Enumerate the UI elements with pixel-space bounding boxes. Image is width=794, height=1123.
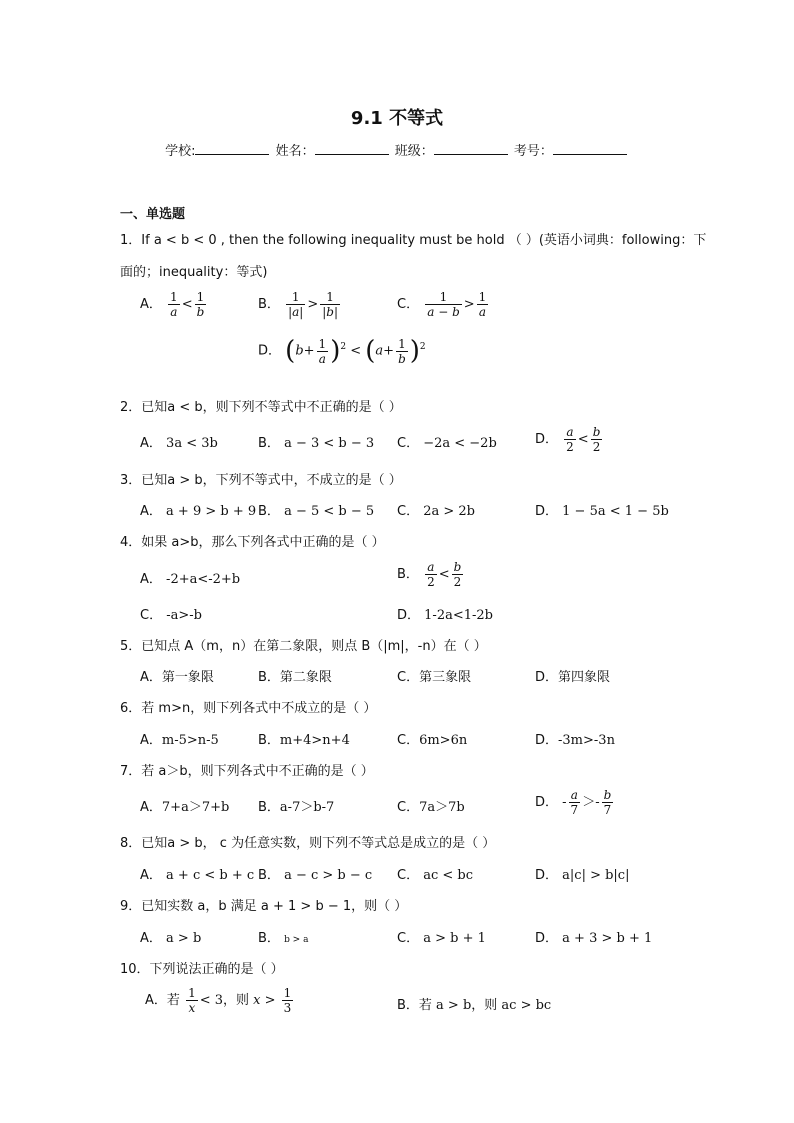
fraction: $\frac{1}{x}$ [188, 986, 196, 1015]
fraction: $\frac{a}{2}$ [566, 425, 574, 454]
question-number: 7． [120, 764, 142, 779]
question-stem: 已知a > b， c 为任意实数，则下列不等式总是成立的是（ ） [141, 836, 496, 851]
question-8 [120, 832, 495, 851]
fraction: $\frac{1}{b}$ [196, 290, 205, 319]
question-3 [120, 469, 402, 488]
question-stem: 已知实数 a，b 满足 a + 1 > b − 1，则（ ） [141, 899, 408, 914]
option-text: 第二象限 [279, 670, 332, 685]
question-stem: 下列说法正确的是（ ） [149, 962, 284, 977]
option-text: m+4>n+4 [279, 733, 350, 748]
class-label: 班级： [394, 144, 434, 159]
q6-option-b[interactable]: B．m+4>n+4 [258, 733, 350, 748]
option-text: a-7＞b-7 [279, 800, 335, 815]
q9-option-c[interactable]: C． a > b + 1 [397, 931, 486, 946]
option-text: a > b [166, 931, 202, 946]
school-blank[interactable] [195, 142, 269, 155]
question-stem: 已知a > b，下列不等式中，不成立的是（ ） [141, 473, 402, 488]
question-number: 1． [120, 233, 142, 248]
option-text: 6m>6n [419, 733, 468, 748]
option-text: -3m>-3n [558, 733, 615, 748]
option-text: 若 a > b，则 ac > bc [418, 998, 552, 1013]
q9-option-d[interactable]: D． a + 3 > b + 1 [535, 931, 653, 946]
option-text: a − 5 < b − 5 [284, 504, 375, 519]
option-text: 7+a＞7+b [161, 800, 230, 815]
q9-option-a[interactable]: A． a > b [140, 931, 202, 946]
q4-option-b[interactable]: B． $\frac{a}{2}$ < $\frac{b}{2}$ [397, 560, 462, 589]
q7-option-b[interactable]: B．a-7＞b-7 [258, 800, 335, 815]
name-label: 姓名： [275, 144, 315, 159]
question-number: 8． [120, 836, 142, 851]
question-number: 3． [120, 473, 142, 488]
fraction: $\frac{1}{a}$ [170, 290, 178, 319]
section-title: 一、单选题 [120, 207, 186, 222]
option-text-prefix: 若 [166, 993, 180, 1008]
question-stem: 已知点 A（m，n）在第二象限，则点 B（|m|，-n）在（ ） [141, 639, 487, 654]
option-text: m-5>n-5 [161, 733, 219, 748]
q10-option-b[interactable]: B．若 a > b，则 ac > bc [397, 998, 552, 1013]
option-text: a − 3 < b − 3 [284, 436, 375, 451]
option-text: a + c < b + c [166, 868, 255, 883]
q5-option-d[interactable]: D．第四象限 [535, 670, 611, 685]
q7-option-a[interactable]: A．7+a＞7+b [140, 800, 230, 815]
option-label: C． [397, 297, 420, 312]
q2-option-a[interactable]: A． 3a < 3b [140, 436, 218, 451]
question-number: 4． [120, 535, 142, 550]
option-label: A． [140, 297, 162, 312]
fraction: $\frac{a}{7}$ [570, 788, 579, 817]
school-label: 学校: [165, 144, 196, 159]
q4-option-c[interactable]: C． -a>-b [140, 608, 202, 623]
q7-option-d[interactable]: D． - $\frac{a}{7}$ ＞- $\frac{b}{7}$ [535, 788, 612, 817]
q1-option-a[interactable]: A． $\frac{1}{a}$ < $\frac{1}{b}$ [140, 290, 205, 319]
fraction: $\frac{1}{|b|}$ [322, 290, 338, 319]
q2-option-d[interactable]: D． $\frac{a}{2}$ < $\frac{b}{2}$ [535, 425, 601, 454]
option-text: 第四象限 [558, 670, 611, 685]
question-10 [120, 958, 284, 977]
q3-option-d[interactable]: D． 1 − 5a < 1 − 5b [535, 504, 669, 519]
option-text: −2a < −2b [423, 436, 497, 451]
question-number: 10． [120, 962, 150, 977]
question-7 [120, 760, 374, 779]
fraction: $\frac{1}{|a|}$ [288, 290, 304, 319]
fraction: $\frac{b}{2}$ [453, 560, 462, 589]
student-info-line [0, 140, 794, 159]
fraction: $\frac{1}{a}$ [478, 290, 487, 319]
q10-option-a[interactable]: A．若 $\frac{1}{x}$ < 3，则 x > $\frac{1}{3}$ [145, 986, 292, 1015]
question-number: 9． [120, 899, 142, 914]
q3-option-b[interactable]: B． a − 5 < b − 5 [258, 504, 375, 519]
question-2 [120, 396, 402, 415]
option-text: -a>-b [166, 608, 202, 623]
option-text: -2+a<-2+b [166, 572, 241, 587]
option-text: 第一象限 [161, 670, 214, 685]
option-text: 第三象限 [419, 670, 472, 685]
q8-option-a[interactable]: A． a + c < b + c [140, 868, 255, 883]
question-stem: 若 m>n，则下列各式中不成立的是（ ） [141, 701, 377, 716]
q5-option-c[interactable]: C．第三象限 [397, 670, 472, 685]
option-text: a > b + 1 [423, 931, 486, 946]
q8-option-d[interactable]: D． a|c| > b|c| [535, 868, 630, 883]
fraction: $\frac{b}{7}$ [603, 788, 612, 817]
number-blank[interactable] [553, 142, 627, 155]
q8-option-b[interactable]: B． a − c > b − c [258, 868, 373, 883]
fraction: $\frac{a}{2}$ [427, 560, 435, 589]
question-stem: If a < b < 0 , then the following inequality must be hold （ ）(英语小词典：following：下 [141, 233, 707, 248]
option-text: 1-2a<1-2b [424, 608, 493, 623]
q6-option-c[interactable]: C．6m>6n [397, 733, 468, 748]
q4-option-d[interactable]: D． 1-2a<1-2b [397, 608, 493, 623]
name-blank[interactable] [315, 142, 389, 155]
question-5 [120, 635, 487, 654]
option-label: B． [258, 297, 280, 312]
option-text: 2a > 2b [423, 504, 475, 519]
question-9 [120, 895, 407, 914]
q5-option-b[interactable]: B．第二象限 [258, 670, 332, 685]
q2-option-b[interactable]: B． a − 3 < b − 3 [258, 436, 375, 451]
option-label: D． [258, 343, 282, 359]
option-text: 1 − 5a < 1 − 5b [562, 504, 669, 519]
q7-option-c[interactable]: C．7a＞7b [397, 800, 465, 815]
option-text: b > a [284, 935, 309, 945]
option-text: 3a < 3b [166, 436, 218, 451]
option-text: a|c| > b|c| [562, 868, 630, 883]
q5-option-a[interactable]: A．第一象限 [140, 670, 214, 685]
page-title: 9.1 不等式 [350, 108, 444, 129]
option-text: a + 3 > b + 1 [562, 931, 653, 946]
option-text: a + 9 > b + 9 [166, 504, 257, 519]
fraction: $\frac{1}{a - b}$ [427, 290, 460, 319]
fraction: $\frac{1}{3}$ [283, 986, 292, 1015]
option-text: a − c > b − c [284, 868, 373, 883]
q2-option-c[interactable]: C． −2a < −2b [397, 436, 497, 451]
fraction: $\frac{1}{a}$ [318, 336, 327, 366]
option-text: 7a＞7b [419, 800, 465, 815]
number-label: 考号： [513, 144, 553, 159]
question-1 [120, 229, 706, 248]
question-number: 5． [120, 639, 142, 654]
q6-option-a[interactable]: A．m-5>n-5 [140, 733, 219, 748]
q9-option-b[interactable]: B． b > a [258, 931, 309, 946]
q6-option-d[interactable]: D．-3m>-3n [535, 733, 615, 748]
question-stem: 若 a＞b，则下列各式中不正确的是（ ） [141, 764, 374, 779]
q3-option-a[interactable]: A． a + 9 > b + 9 [140, 504, 257, 519]
question-4 [120, 531, 385, 550]
q1-option-c[interactable]: C． $\frac{1}{a - b}$ > $\frac{1}{a}$ [397, 290, 487, 319]
q4-option-a[interactable]: A． -2+a<-2+b [140, 572, 241, 587]
q8-option-c[interactable]: C． ac < bc [397, 868, 474, 883]
question-1-line2: 面的；inequality：等式) [120, 265, 268, 280]
fraction: $\frac{b}{2}$ [592, 425, 601, 454]
question-number: 2． [120, 400, 142, 415]
class-blank[interactable] [434, 142, 508, 155]
question-6 [120, 697, 376, 716]
q1-option-b[interactable]: B． $\frac{1}{|a|}$ > $\frac{1}{|b|}$ [258, 290, 338, 319]
option-text: ac < bc [423, 868, 474, 883]
q3-option-c[interactable]: C． 2a > 2b [397, 504, 475, 519]
fraction: $\frac{1}{b}$ [398, 336, 406, 366]
q1-option-d[interactable]: D． (b+ $\frac{1}{a}$ )$^2$ < (a+ $\frac{1}{b}$ )$^2$ [258, 336, 426, 366]
question-stem: 已知a < b，则下列不等式中不正确的是（ ） [141, 400, 402, 415]
question-number: 6． [120, 701, 142, 716]
question-stem: 如果 a>b，那么下列各式中正确的是（ ） [141, 535, 385, 550]
